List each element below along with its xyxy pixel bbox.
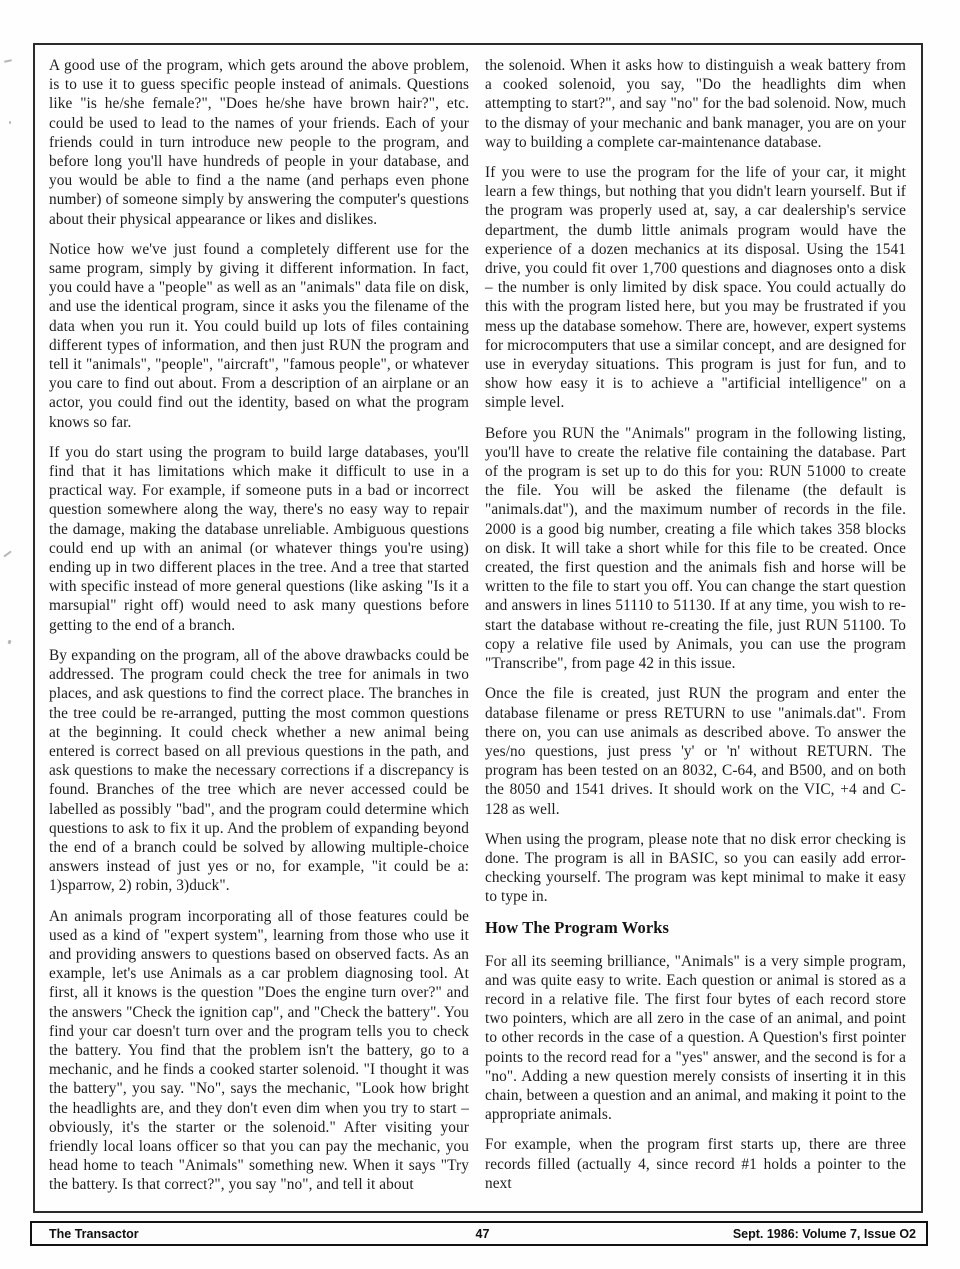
paragraph: When using the program, please note that no disk error checking is done. The program is all in BASIC, so you can easily add error-checking yourself. The program was kept minimal to make it easy to type in. (485, 830, 906, 906)
paragraph: the solenoid. When it asks how to distinguish a weak battery from a cooked solenoid, you say, "Do the headlights dim when attempting to start?", and say "no" for the bad solenoid. Now, much to the dismay of your mechanic and bank manager, you are on your way to building a complete car-maintenance database. (485, 57, 906, 151)
page-number: 47 (475, 1226, 490, 1241)
paragraph: For example, when the program first starts up, there are three records filled (actually 4, since record #1 holds a pointer to the next (485, 1136, 906, 1192)
scan-speck (4, 59, 12, 63)
paragraph: If you were to use the program for the life of your car, it might learn a few things, but nothing that you didn't learn yourself. But if the program was properly used at, say, a car dealership's service department, the dumb little animals program would have the experience of a dozen mechanics at its disposal. Using the 1541 drive, you could fit over 1,700 questions and diagnoses onto a disk – the number is only limited by disk space. You could actually do this with the program listed here, but you may be frustrated if you mess up the database somehow. There are, however, expert systems for microcomputers that use a similar concept, and are designed for use in everyday situations. This program is just for fun, and to show how easy it is to achieve a "artificial intelligence" on a simple level. (485, 164, 906, 412)
paragraph: Before you RUN the "Animals" program in the following listing, you'll have to create the relative file containing the database. Part of the program is set up to do this for you: RUN 51000 to create the file. You will be asked the filename (the default is "animals.dat"), and the maximum number of records in the file. 2000 is a good big number, creating a file which takes 358 blocks on disk. It will take a short while for this file to be created. Once created, the first question and the animals fish and horse will be written to the file to start you off. You can change the start question and answers in lines 51110 to 51130. If at any time, you wish to re-start the database without re-creating the file, just RUN 51100. To copy a relative file used by Animals, you can use the program "Transcribe", from page 42 in this issue. (485, 424, 906, 673)
paragraph: If you do start using the program to build large databases, you'll find that it has limitations which make it difficult to use in a practical way. For example, if someone puts in a bad or incorrect question somewhere along the way, there's no easy way to repair the damage, making the database unreliable. Ambiguous questions could end up with an animal (or whatever things you're using) ending up in two different places in the tree. And a tree that started with specific instead of more general questions (like asking "Is it a marsupial" right off) would need to ask many questions before getting to the end of a branch. (49, 443, 469, 634)
article-frame (33, 43, 923, 1213)
issue-info: Sept. 1986: Volume 7, Issue O2 (732, 1226, 916, 1241)
page-footer (30, 1221, 928, 1246)
paragraph: An animals program incorporating all of those features could be used as a kind of "expert system", learning from those who use it and providing answers to questions based on observed facts. As an example, let's use Animals as a car problem diagnosing tool. At first, all it knows is the question "Does the engine turn over?" and the answers "Check the ignition cap", and "Check the battery". You find your car doesn't turn over and the program tells you to check the battery. You find that the problem isn't the battery, go to a mechanic, and he finds a cooked starter solenoid. "I thought it was the battery", you say. "No", says the mechanic, "Look how bright the headlights are, and they don't even dim when you try to start – obviously, it's the starter or the solenoid." After visiting your friendly local loans officer so that you can pay the mechanic, you head home to teach "Animals" something new. When it says "Try the battery. Is that correct?", you say "no", and tell it about (49, 907, 469, 1194)
right-column (485, 56, 906, 1204)
paragraph: By expanding on the program, all of the above drawbacks could be addressed. The program could check the tree for animals in two places, and ask questions to find the correct place. The branches in the tree could be re-arranged, putting the most common questions at the beginning. It could check whether a new animal being entered is correct based on all previous questions in the path, and ask questions to make the necessary corrections if a discrepancy is found. Branches of the tree which are never accessed could be labelled as possibly "bad", and the program could determine which questions to ask to fix it up. And the problem of expanding beyond the end of a branch could be solved by allowing multiple-choice answers instead of just yes or no, for example, "it could be a: 1)sparrow, 2) robin, 3)duck". (49, 646, 469, 895)
paragraph: A good use of the program, which gets around the above problem, is to use it to guess specific people instead of animals. Questions like "is he/she female?", "Does he/she have brown hair?", etc. could be used to lead to the names of your friends. Each of your friends could in turn introduce new people to the program, and before long you'll have hundreds of people in your database, and you would be able to find a the name (and perhaps even phone number) of someone simply by answering the computer's questions about their physical appearance or likes and dislikes. (49, 57, 469, 228)
paragraph: Notice how we've just found a completely different use for the same program, simply by giving it different information. In fact, you could have a "people" as well as an "animals" data file on disk, and use the identical program, since it asks you the filename of the data when you run it. You could build up lots of files containing different types of information, and then just RUN the program and tell it "animals", "people", "aircraft", "famous people", or whatever you care to find out about. From a description of an airplane or an actor, you could find out the identity, based on what the program knows so far. (49, 240, 469, 431)
paragraph: Once the file is created, just RUN the program and enter the database filename or press RETURN to use "animals.dat". From there on, you can use animals as described above. To answer the yes/no questions, just press 'y' or 'n' without RETURN. The program has been tested on an 8032, C-64, and B500, and on both the 8050 and 1541 drives. It should work on the VIC, +4 and C-128 as well. (485, 685, 906, 818)
left-column (49, 56, 469, 1206)
section-heading: How The Program Works (485, 917, 670, 937)
scan-speck (7, 640, 11, 645)
paragraph: For all its seeming brilliance, "Animals" is a very simple program, and was quite easy to write. Each question or animal is stored as a record in a relative file. The first four bytes of each record store two pointers, which are all zero in the case of an animal, and point to other records in the case of a question. A Question's first pointer points to the record read for a "yes" answer, and the second is for a "no". Adding a new question merely consists of inserting it in this chain, between a question and an animal, and making it point to the appropriate animals. (485, 952, 906, 1124)
scan-speck (3, 551, 12, 558)
scan-speck (9, 121, 11, 124)
journal-name: The Transactor (49, 1226, 139, 1241)
